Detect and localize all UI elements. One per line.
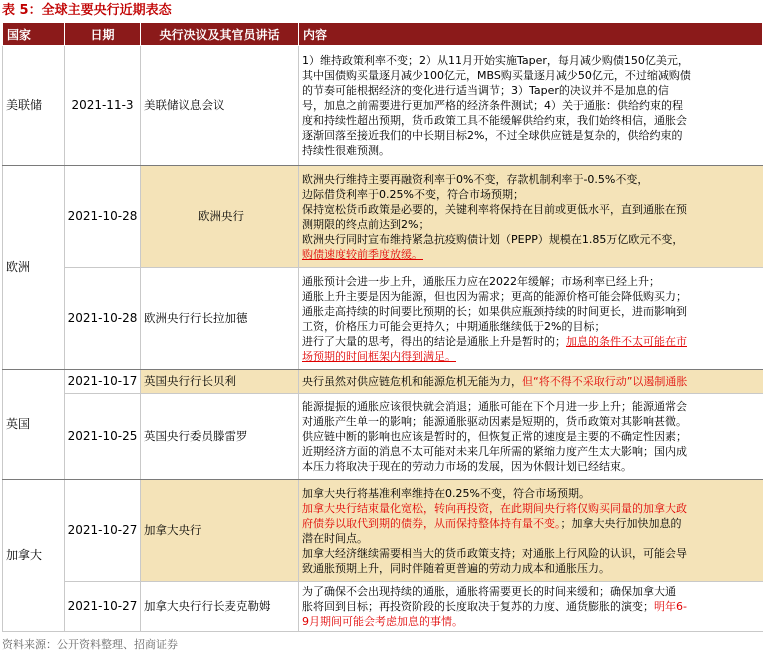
content-cell [299,394,763,480]
table-row [3,480,763,582]
central-bank-table [2,22,763,632]
content-text-highlight: 但“将不得不采取行动”以遏制通胀 [522,375,688,388]
date-cell: 2021-10-25 [65,394,141,480]
meeting-cell: 加拿大央行行长麦克勒姆 [141,582,299,632]
content-line: 加拿大央行将基准利率维持在0.25%不变，符合市场预期。 [302,486,590,500]
content-cell [299,582,763,632]
content-text: 央行虽然对供应链危机和能源危机无能为力， [302,375,522,388]
content-line [302,374,760,389]
date-cell: 2021-10-28 [65,268,141,370]
content-cell [299,166,763,268]
table-row [3,582,763,632]
content-line-highlight: 购债速度较前季度放缓。 [302,247,423,261]
content-line: 供应链中断的影响也应该是暂时的，但恢复正常的速度是主要的不确定性因素； [302,430,687,443]
content-line: 其中国债购买量逐月减少100亿元，MBS购买量逐月减少50亿元，不过缩减购债 [302,69,691,82]
content-cell [299,46,763,166]
content-line: 本压力将取决于现在的劳动力市场的发展，因为休假计划已经结束。 [302,460,632,473]
content-line [302,599,760,614]
content-line: 潜在时间点。 [302,531,368,545]
content-cell [299,480,763,582]
content-line: 通胀预计会进一步上升，通胀压力应在2022年缓解；市场利率已经上升； [302,274,660,288]
content-text-highlight: 明年6- [654,600,687,613]
meeting-cell: 加拿大央行 [141,480,299,582]
country-cell: 加拿大 [3,480,65,632]
content-line: 通胀上升主要是因为能源，但也因为需求；更高的能源价格可能会降低购买力； [302,289,687,303]
country-cell: 美联储 [3,46,65,166]
content-line: 工资，价格压力可能会更持久；中期通胀继续低于2%的目标； [302,319,606,333]
content-line: 为了确保不会出现持续的通胀，通胀将需要更长的时间来缓和；确保加拿大通 [302,585,676,598]
source-note: 资料来源：公开资料整理、招商证券 [2,638,178,651]
content-line: 持续性很难预测。 [302,144,390,157]
content-line: 通胀走高持续的时间要比预期的长；如果供应瓶颈持续的时间更长，进而影响到 [302,304,687,318]
date-cell: 2021-11-3 [65,46,141,166]
meeting-cell: 美联储议息会议 [141,46,299,166]
content-line: 致通胀预期上升，同时伴随着更普遍的劳动力成本和通胀压力。 [302,561,610,575]
content-line: 逐渐回落至接近我们的中长期目标2%，不过全球供应链是复杂的，供给约束的 [302,129,683,142]
date-cell: 2021-10-27 [65,582,141,632]
content-text: 进行了大量的思考，得出的结论是通胀上升是暂时的； [302,334,566,348]
meeting-cell: 英国央行委员滕雷罗 [141,394,299,480]
table-row [3,370,763,394]
content-line: 度和持续性超出预期，货币政策工具不能缓解供给约束，我们始终相信，通胀会 [302,114,687,127]
content-line: 保持宽松货币政策是必要的，关键利率将保持在目前或更低水平，直到通胀在预 [302,202,687,216]
content-line-highlight: 加拿大央行结束量化宽松，转向再投资，在此期间央行将仅购买同量的加拿大政 [302,501,687,515]
date-cell: 2021-10-27 [65,480,141,582]
content-line: 近期经济方面的消息不太可能对未来几年所需的紧缩力度产生太大影响；国内成 [302,445,687,458]
content-line: 欧洲央行维持主要再融资利率于0%不变，存款机制利率于-0.5%不变， [302,172,649,186]
table-row [3,394,763,480]
table-row [3,268,763,370]
meeting-cell [141,166,299,268]
content-line: 欧洲央行同时宣布维持紧急抗疫购债计划（PEPP）规模在1.85万亿欧元不变， [302,232,684,246]
table-header-row [3,23,763,46]
country-cell: 欧洲 [3,166,65,370]
meeting-cell: 英国央行行长贝利 [141,370,299,394]
content-text: ；加拿大央行加快加息的 [560,516,682,530]
content-line [302,334,760,349]
date-cell: 2021-10-28 [65,166,141,268]
content-line-highlight: 9月期间可能会考虑加息的事情。 [302,615,463,628]
content-text-highlight: 府债券以取代到期的债券，从而保持整体持有量不变。 [302,516,561,530]
table-row [3,46,763,166]
content-line: 边际借贷利率于0.25%不变，符合市场预期； [302,187,524,201]
content-line [302,516,760,531]
content-text-highlight: 加息的条件不太可能在市 [566,334,687,348]
content-line: 测期限的终点前达到2%； [302,217,430,231]
content-cell [299,268,763,370]
content-line: 能源提振的通胀应该很快就会消退；通胀可能在下个月进一步上升；能源通常会 [302,400,687,413]
date-cell: 2021-10-17 [65,370,141,394]
content-line: 号，加息之前需要进行更加严格的经济条件测试；4）关于通胀：供给约束的程 [302,99,683,112]
content-line: 的节奏可能根据经济的变化进行适当调节；3）Taper的决议并不是加息的信 [302,84,669,97]
content-text: 胀将回到目标；再投资阶段的长度取决于复苏的力度、通货膨胀的演变； [302,600,654,613]
content-line-highlight: 场预期的时间框架内得到满足。 [302,349,456,363]
content-line: 加拿大经济继续需要相当大的货币政策支持；对通胀上行风险的认识，可能会导 [302,546,687,560]
header-country: 国家 [3,23,65,46]
table-row [3,166,763,268]
content-line: 1）维持政策利率不变；2）从11月开始实施Taper，每月减少购债150亿美元， [302,54,689,67]
content-line: 对通胀产生单一的影响；能源通胀驱动因素是短期的，货币政策对其影响甚微。 [302,415,687,428]
content-cell [299,370,763,394]
meeting-label: 欧洲央行 [198,209,244,223]
meeting-cell: 欧洲央行行长拉加德 [141,268,299,370]
table-title: 表 5：全球主要央行近期表态 [2,3,172,18]
header-content: 内容 [299,23,763,46]
country-cell: 英国 [3,370,65,480]
header-date: 日期 [65,23,141,46]
header-meeting: 央行决议及其官员讲话 [141,23,299,46]
